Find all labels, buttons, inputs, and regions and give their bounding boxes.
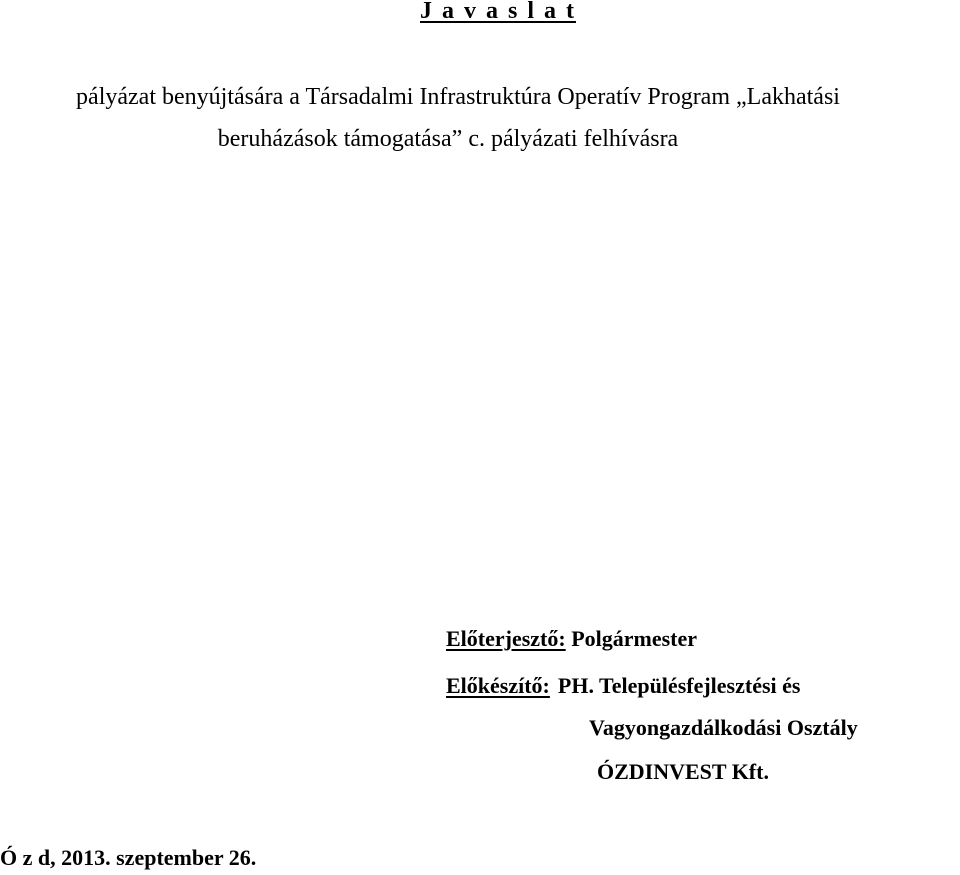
preparer-label: Előkészítő: xyxy=(446,673,550,698)
document-title: J a v a s l a t xyxy=(420,0,576,24)
presenter-row xyxy=(446,626,697,652)
preparer-row xyxy=(446,673,800,699)
place-and-date: Ó z d, 2013. szeptember 26. xyxy=(0,845,257,870)
preparer-value-line-1: PH. Településfejlesztési és xyxy=(557,673,801,698)
subject-line-1: pályázat benyújtására a Társadalmi Infrastruktúra Operatív Program „Lakhatási xyxy=(76,84,840,110)
presenter-label: Előterjesztő: xyxy=(446,626,566,651)
preparer-value-line-3: ÓZDINVEST Kft. xyxy=(597,759,769,784)
preparer-value-line-2: Vagyongazdálkodási Osztály xyxy=(589,715,858,740)
subject-line-2: beruházások támogatása” c. pályázati felhívásra xyxy=(217,126,679,152)
presenter-value: Polgármester xyxy=(565,626,698,651)
